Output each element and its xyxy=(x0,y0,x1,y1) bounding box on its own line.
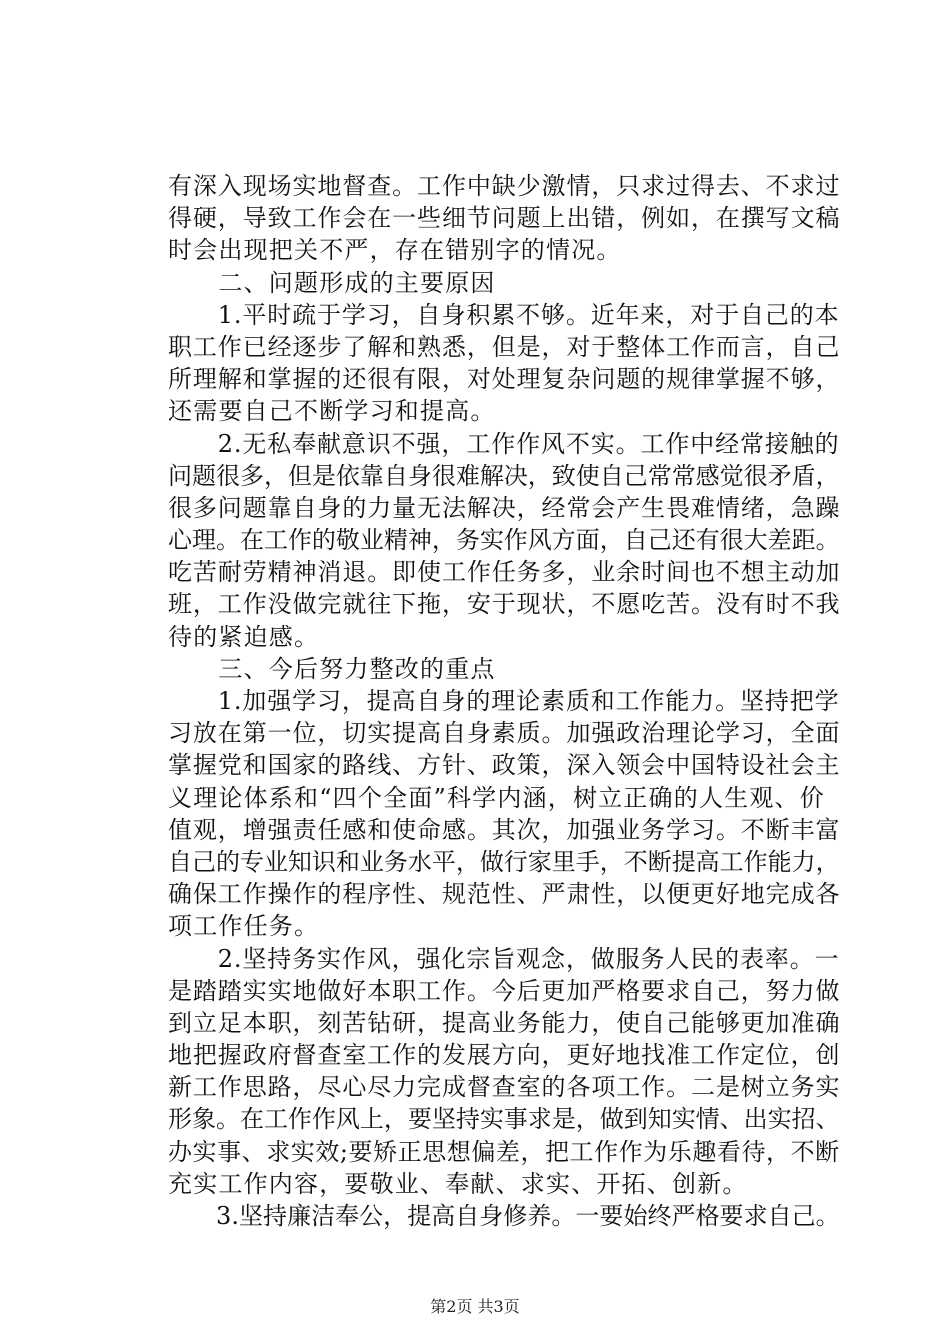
text-line: 二、问题形成的主要原因 xyxy=(168,268,496,297)
text-line: 习放在第一位，切实提高自身素质。加强政治理论学习，全面 xyxy=(168,719,841,748)
text-line: 问题很多，但是依靠自身很难解决，致使自己常常感觉很矛盾， xyxy=(168,461,840,490)
text-line: 地把握政府督查室工作的发展方向，更好地找准工作定位，创 xyxy=(168,1041,841,1070)
text-line: 职工作已经逐步了解和熟悉，但是，对于整体工作而言，自己 xyxy=(168,332,841,361)
text-line: 是踏踏实实地做好本职工作。今后更加严格要求自己，努力做 xyxy=(168,976,841,1005)
text-line: 到立足本职，刻苦钻研，提高业务能力，使自己能够更加准确 xyxy=(168,1008,841,1037)
text-line: 待的紧迫感。 xyxy=(168,622,320,651)
text-line: 所理解和掌握的还很有限，对处理复杂问题的规律掌握不够， xyxy=(168,365,841,394)
text-line: 项工作任务。 xyxy=(168,912,320,941)
text-line: 得硬，导致工作会在一些细节问题上出错，例如，在撰写文稿 xyxy=(168,204,841,233)
text-line: 三、今后努力整改的重点 xyxy=(168,654,496,683)
text-line: 办实事、求实效;要矫正思想偏差，把工作作为乐趣看待，不断 xyxy=(168,1137,840,1166)
page-footer: 第2页 共3页 xyxy=(430,1297,520,1316)
text-line: 义理论体系和“四个全面”科学内涵，树立正确的人生观、价 xyxy=(168,783,825,812)
text-line: 还需要自己不断学习和提高。 xyxy=(168,397,496,426)
text-line: 很多问题靠自身的力量无法解决，经常会产生畏难情绪，急躁 xyxy=(168,493,841,522)
text-line: 时会出现把关不严，存在错别字的情况。 xyxy=(168,236,622,265)
text-line: 新工作思路，尽心尽力完成督查室的各项工作。二是树立务实 xyxy=(168,1073,841,1102)
text-line: 自己的专业知识和业务水平，做行家里手，不断提高工作能力， xyxy=(168,847,840,876)
text-line: 1.平时疏于学习，自身积累不够。近年来，对于自己的本 xyxy=(168,300,840,329)
text-line: 班，工作没做完就往下拖，安于现状，不愿吃苦。没有时不我 xyxy=(168,590,841,619)
text-line: 3.坚持廉洁奉公，提高自身修养。一要始终严格要求自己。 xyxy=(168,1202,840,1230)
text-line: 1.加强学习，提高自身的理论素质和工作能力。坚持把学 xyxy=(168,687,840,715)
text-line: 形象。在工作作风上，要坚持实事求是，做到知实情、出实招、 xyxy=(168,1105,840,1134)
text-line: 有深入现场实地督查。工作中缺少激情，只求过得去、不求过 xyxy=(168,172,841,200)
text-line: 值观，增强责任感和使命感。其次，加强业务学习。不断丰富 xyxy=(168,815,841,844)
text-line: 心理。在工作的敬业精神，务实作风方面，自己还有很大差距。 xyxy=(168,526,840,555)
text-line: 确保工作操作的程序性、规范性、严肃性，以便更好地完成各 xyxy=(168,880,841,909)
text-line: 2.无私奉献意识不强，工作作风不实。工作中经常接触的 xyxy=(168,429,840,458)
text-line: 吃苦耐劳精神消退。即使工作任务多，业余时间也不想主动加 xyxy=(168,558,841,587)
text-line: 2.坚持务实作风，强化宗旨观念，做服务人民的表率。一 xyxy=(168,944,840,973)
text-line: 充实工作内容，要敬业、奉献、求实、开拓、创新。 xyxy=(168,1169,748,1198)
text-line: 掌握党和国家的路线、方针、政策，深入领会中国特设社会主 xyxy=(168,751,841,780)
document-body xyxy=(168,170,841,1232)
